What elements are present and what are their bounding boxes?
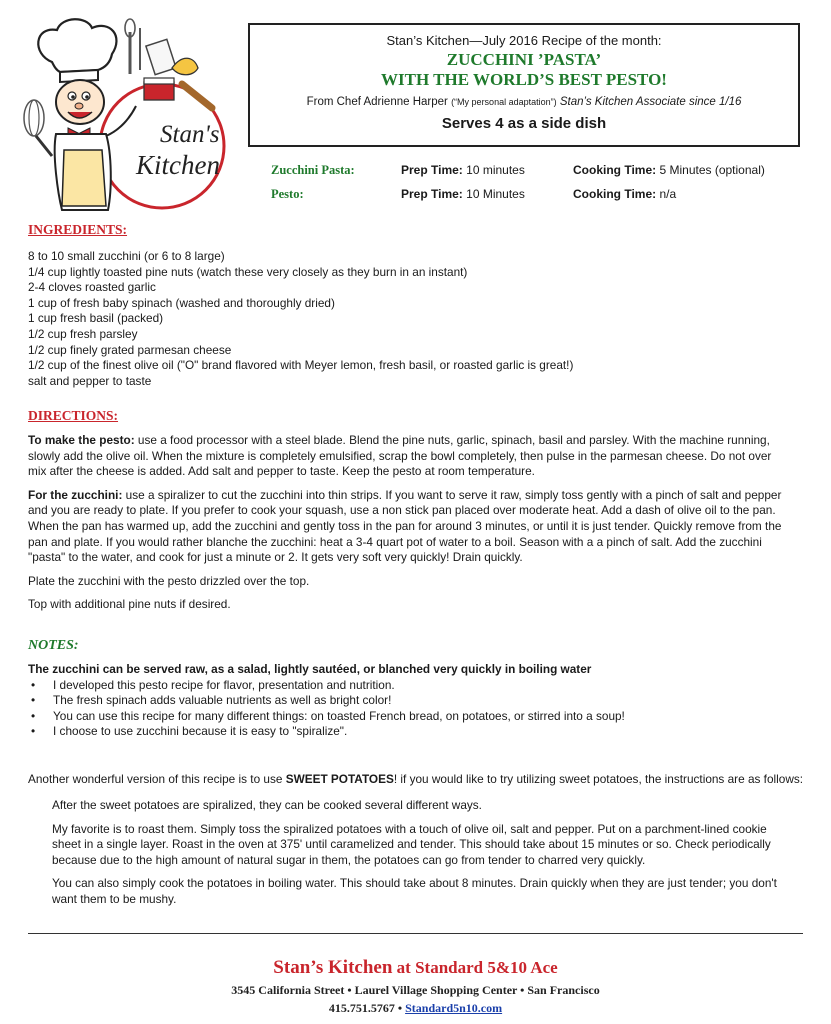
pesto-label — [271, 187, 304, 202]
ingredient-item: 1/2 cup fresh parsley — [28, 326, 138, 341]
note-bullet: • You can use this recipe for many different things: on toasted French bread, on potatoes, or stirred into a soup! — [28, 709, 803, 725]
zucchini-prep-time — [401, 163, 525, 177]
notes-heading: NOTES: — [28, 638, 79, 653]
note-bullet: • The fresh spinach adds valuable nutrients as well as bright color! — [28, 693, 803, 709]
recipe-title-line1: ZUCCHINI ’PASTA’ — [446, 50, 602, 69]
ingredient-item: 1/4 cup lightly toasted pine nuts (watch these very closely as they burn in an instant) — [28, 264, 468, 279]
ingredient-item: 1/2 cup finely grated parmesan cheese — [28, 342, 232, 357]
prep-value: 10 minutes — [466, 163, 525, 177]
recipe-header-box — [248, 23, 800, 147]
footer-website-link[interactable]: Standard5n10.com — [405, 1001, 503, 1015]
pesto-lead: To make the pesto: — [28, 433, 135, 447]
ingredient-item: 1 cup fresh basil (packed) — [28, 311, 164, 326]
recipe-title-line2: WITH THE WORLD’S BEST PESTO! — [381, 70, 667, 89]
directions-heading: DIRECTIONS: — [28, 408, 119, 423]
pesto-directions — [28, 433, 790, 480]
cook-label: Cooking Time: — [573, 163, 657, 177]
sp-para2: My favorite is to roast them. Simply toss the spiralized potatoes with a touch of olive oil, salt and pepper. Put on a parchment-lined cookie sheet in a single layer. Roast in the oven at 375' until caramelized and tender. This should take about 15 minutes or so. Check periodically because due to the high amount of natural sugar in them, the potatoes can go from tender to charred very quickly. — [52, 821, 771, 867]
pesto-prep-time — [401, 187, 525, 201]
notes-bold-line: The zucchini can be served raw, as a salad, lightly sautéed, or blanched very quickly in boiling water — [28, 662, 592, 676]
ingredient-item: 2-4 cloves roasted garlic — [28, 280, 156, 295]
time-row-label: Pesto: — [271, 187, 304, 201]
plate-direction: Plate the zucchini with the pesto drizzled over the top. — [28, 573, 310, 588]
time-row-label: Zucchini Pasta: — [271, 163, 355, 177]
prep-label: Prep Time: — [401, 163, 463, 177]
footer-brand — [0, 957, 831, 979]
sweet-potato-instructions — [52, 798, 792, 908]
pesto-cook-time — [573, 187, 676, 201]
zucchini-text: use a spiralizer to cut the zucchini into thin strips. If you want to serve it raw, simply toss gently with a pinch of salt and pepper and you are ready to plate. If you prefer to cook your squash, use a non stick pan placed over moderate heat. Add a dash of olive oil to the pan. When the pan has warmed up, add the zucchini and gently toss in the pan for around 3 minutes, or until it is just tender. Quickly remove from the pan and plate. If you would rather blanche the zucchini: heat a 3-4 quart pot of water to a boil. Season with a a pinch of salt. Add the zucchini "pasta" to the water, and cook for just a minute or 2. It gets very soft very quickly! Drain quickly. — [28, 487, 782, 565]
cook-value: n/a — [659, 187, 677, 201]
top-direction: Top with additional pine nuts if desired. — [28, 597, 231, 612]
ingredients-heading: INGREDIENTS: — [28, 222, 128, 237]
directions-body — [28, 433, 790, 613]
credit-note: (“My personal adaptation”) — [451, 97, 557, 107]
zucchini-cook-time — [573, 163, 765, 177]
footer-address: 3545 California Street • Laurel Village Shopping Center • San Francisco — [231, 983, 600, 997]
zucchini-directions — [28, 488, 790, 566]
sweet-potato-intro — [28, 772, 818, 788]
footer-brand-name: Stan’s Kitchen — [273, 957, 393, 978]
chef-mascot-illustration — [12, 14, 238, 220]
notes-body — [28, 662, 803, 740]
sp-para3: You can also simply cook the potatoes in boiling water. This should take about 8 minutes. Drain quickly when they are just tender; you don't want them to be mushy. — [52, 876, 777, 906]
pesto-text: use a food processor with a steel blade. Blend the pine nuts, garlic, spinach, basil and parsley. With the machine running, slowly add the olive oil. When the mixture is completely emulsified, scrap the bowl completely, then pulse in the parmesan cheese. Do not over mix after the cheese is added. Add salt and pepper to taste. Keep the pesto at room temperature. — [28, 433, 772, 479]
sp-intro-after: ! if you would like to try utilizing sweet potatoes, the instructions are as follows: — [393, 772, 804, 786]
serves-line: Serves 4 as a side dish — [441, 115, 607, 132]
zucchini-lead: For the zucchini: — [28, 487, 123, 502]
sp-intro-before: Another wonderful version of this recipe is to use — [28, 772, 286, 786]
ingredient-item: salt and pepper to taste — [28, 373, 152, 388]
credit-chef: From Chef Adrienne Harper — [306, 96, 448, 108]
footer-phone: 415.751.5767 • — [328, 1001, 406, 1015]
ingredient-item: 1 cup of fresh baby spinach (washed and thoroughly dried) — [28, 295, 335, 310]
sp-para1: After the sweet potatoes are spiralized, they can be cooked several different ways. — [52, 798, 482, 812]
zucchini-pasta-label — [271, 163, 355, 178]
credit-associate: Stan’s Kitchen Associate since 1/16 — [559, 96, 742, 108]
footer-contact — [0, 1001, 831, 1016]
notes-bullet-list — [28, 678, 803, 740]
prep-label: Prep Time: — [401, 187, 463, 201]
logo-text-kitchen: Kitchen — [136, 150, 220, 180]
ingredients-list — [28, 249, 803, 389]
recipe-credit — [250, 96, 798, 108]
recipe-of-month-line: Stan’s Kitchen—July 2016 Recipe of the month: — [386, 33, 662, 48]
cook-label: Cooking Time: — [573, 187, 657, 201]
ingredient-item: 1/2 cup of the finest olive oil ("O" brand flavored with Meyer lemon, fresh basil, or roasted garlic is great!) — [28, 358, 574, 373]
note-bullet: • I developed this pesto recipe for flavor, presentation and nutrition. — [28, 678, 803, 694]
footer-divider — [28, 933, 803, 934]
prep-value: 10 Minutes — [466, 187, 525, 201]
stans-kitchen-logo — [12, 14, 238, 220]
footer-brand-at: at Standard 5&10 Ace — [392, 958, 558, 977]
cook-value: 5 Minutes (optional) — [659, 163, 765, 177]
logo-text-stans: Stan's — [160, 121, 220, 148]
sp-intro-bold: SWEET POTATOES — [285, 772, 394, 786]
ingredient-item: 8 to 10 small zucchini (or 6 to 8 large) — [28, 249, 225, 263]
footer — [0, 957, 831, 1016]
note-bullet: • I choose to use zucchini because it is easy to "spiralize". — [28, 724, 803, 740]
